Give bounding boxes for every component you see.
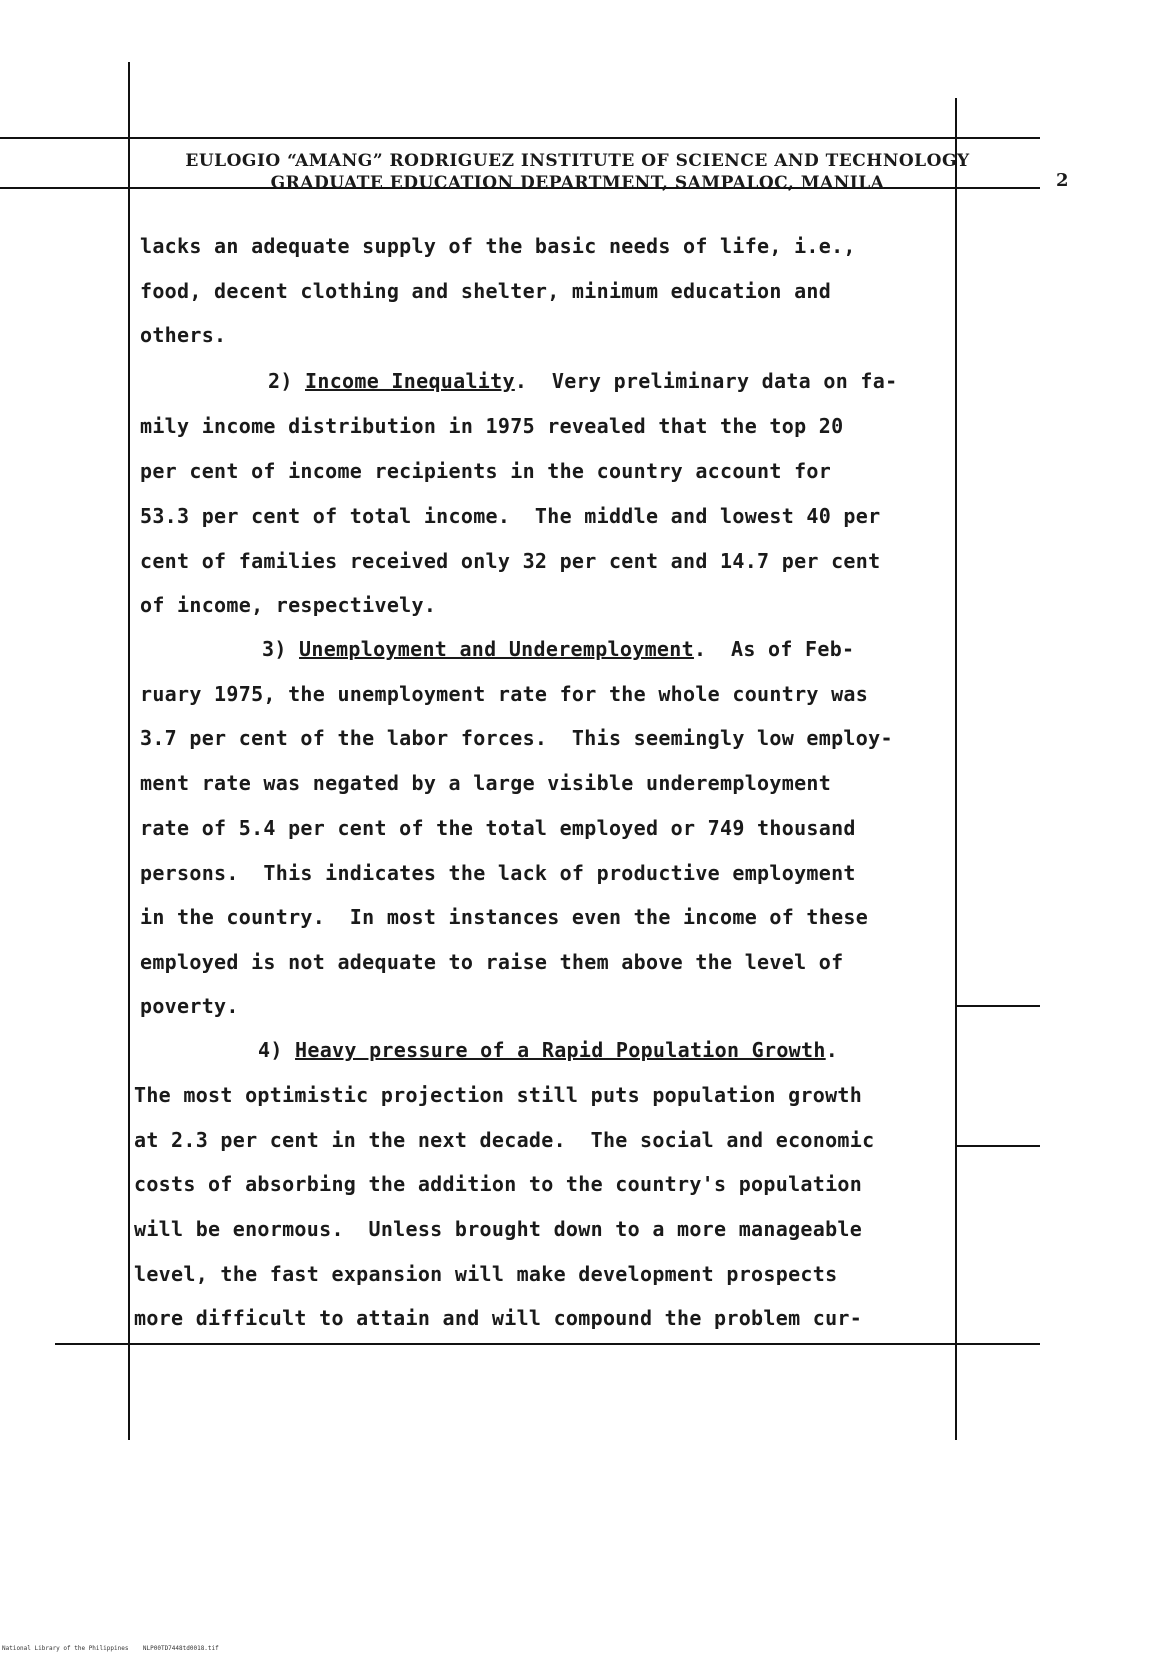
text-line: 53.3 per cent of total income. The middle and lowest 40 per	[140, 504, 881, 528]
text-line: cent of families received only 32 per cent and 14.7 per cent	[140, 549, 881, 573]
text-line: rate of 5.4 per cent of the total employed or 749 thousand	[140, 816, 856, 840]
text-line: employed is not adequate to raise them above the level of	[140, 950, 844, 974]
institution-header	[140, 150, 1015, 194]
text-line: 3) Unemployment and Underemployment. As of Feb-	[262, 637, 855, 661]
left-margin-rule	[128, 62, 130, 1440]
text-line: at 2.3 per cent in the next decade. The social and economic	[134, 1128, 875, 1152]
text-line: costs of absorbing the addition to the country's population	[134, 1172, 863, 1196]
text-line: more difficult to attain and will compound the problem cur-	[134, 1306, 863, 1330]
text-line: per cent of income recipients in the country account for	[140, 459, 832, 483]
header-top-rule	[0, 137, 1040, 139]
text-line: of income, respectively.	[140, 593, 437, 617]
text-line: ment rate was negated by a large visible underemployment	[140, 771, 832, 795]
text-line: food, decent clothing and shelter, minimum education and	[140, 279, 832, 303]
text-line: 3.7 per cent of the labor forces. This seemingly low employ-	[140, 726, 893, 750]
text-line: The most optimistic projection still puts population growth	[134, 1083, 863, 1107]
body-bottom-rule	[55, 1343, 1040, 1345]
text-line: level, the fast expansion will make development prospects	[134, 1262, 838, 1286]
footer-library: National Library of the Philippines	[2, 1645, 129, 1652]
footer-file: NLP00TD7448td0018.tif	[142, 1645, 219, 1652]
text-line: mily income distribution in 1975 revealed that the top 20	[140, 414, 844, 438]
margin-rule-right-2	[955, 1145, 1040, 1147]
header-line-1: EULOGIO “AMANG” RODRIGUEZ INSTITUTE OF SCIENCE AND TECHNOLOGY	[185, 151, 970, 171]
text-line: poverty.	[140, 994, 239, 1018]
section-heading: Heavy pressure of a Rapid Population Growth	[295, 1038, 826, 1062]
page-number: 2	[1056, 170, 1069, 191]
right-margin-rule	[955, 98, 957, 1440]
margin-rule-right-1	[955, 1005, 1040, 1007]
text-line: persons. This indicates the lack of productive employment	[140, 861, 856, 885]
text-line: 2) Income Inequality. Very preliminary data on fa-	[268, 369, 898, 393]
section-heading: Unemployment and Underemployment	[299, 637, 694, 661]
text-line: 4) Heavy pressure of a Rapid Population Growth.	[258, 1038, 839, 1062]
text-line: in the country. In most instances even the income of these	[140, 905, 869, 929]
scan-footer	[2, 1645, 219, 1652]
text-line: lacks an adequate supply of the basic needs of life, i.e.,	[140, 234, 856, 258]
header-line-2: GRADUATE EDUCATION DEPARTMENT, SAMPALOC, MANILA	[270, 173, 885, 193]
section-heading: Income Inequality	[305, 369, 515, 393]
text-line: ruary 1975, the unemployment rate for the whole country was	[140, 682, 869, 706]
text-line: will be enormous. Unless brought down to a more manageable	[134, 1217, 863, 1241]
text-line: others.	[140, 323, 227, 347]
